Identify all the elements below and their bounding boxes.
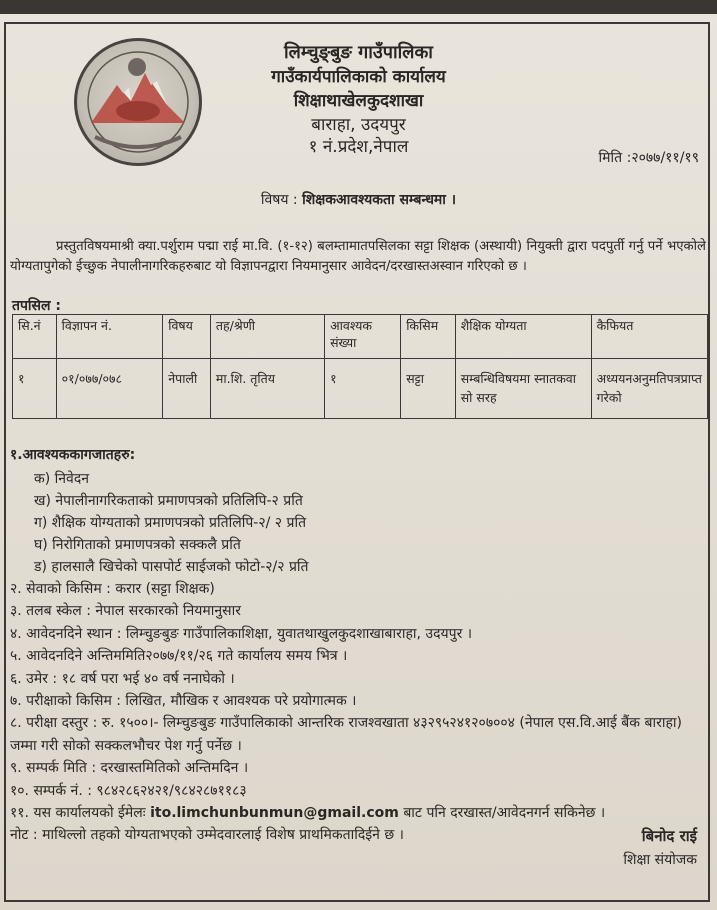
intro-paragraph: प्रस्तुतविषयमाश्री क्या.पर्शुराम पद्मा राई मा.वि. (१-१२) बलम्तामातपसिलका सट्टा शिक्षक (अस्थायी) नियुक्ती द्वारा पदपुर्ती गर्नु पर्ने भएकोले योग्यतापुगेको ईच्छुक नेपालीनागरिकहरुबाट यो विज्ञापनद्वारा नियमानुसार आवेदन/दरखास्तअस्वान गरिएको छ । — [10, 239, 706, 274]
col-qualification: शैक्षिक योग्यता — [455, 315, 591, 359]
col-required-count: आवश्यक संख्या — [325, 315, 401, 359]
list-item: ग) शैक्षिक योग्यताको प्रमाणपत्रको प्रतिलिपि-२/ २ प्रति — [34, 515, 307, 531]
note-line: नोट : माथिल्लो तहको योग्यताभएको उम्मेदवारलाई विशेष प्राथमिकतादिईने छ । — [10, 827, 404, 844]
cell-required-count: १ — [325, 359, 401, 419]
top-strip — [0, 0, 717, 14]
list-item: ४. आवेदनदिने स्थान : लिम्चुङबुङ गाउँपालिकाशिक्षा, युवातथाखुलकुदशाखाबाराहा, उदयपुर । — [10, 625, 473, 642]
office-address: बाराहा, उदयपुर — [311, 115, 406, 135]
details-label: तपसिल : — [12, 298, 61, 314]
list-item: ६. उमेर : १८ वर्ष परा भई ४० वर्ष ननाघेको । — [10, 670, 235, 687]
cell-ad-number: ०१/०७७/०७८ — [56, 359, 163, 419]
list-item: ख) नेपालीनागरिकताको प्रमाणपत्रको प्रतिलिपि-२ प्रति — [34, 493, 303, 509]
cell-serial: १ — [13, 359, 57, 419]
email-link[interactable]: ito.limchunbunmun@gmail.com — [150, 805, 399, 822]
email-suffix: बाट पनि दरखास्त/आवेदनगर्न सकिनेछ । — [403, 805, 606, 822]
list-item: ७. परीक्षाको किसिम : लिखित, मौखिक र आवश्यक परे प्रयोगात्मक । — [10, 693, 357, 710]
cell-qualification: सम्बन्धिविषयमा स्नातकवा सो सरह — [455, 359, 591, 419]
cell-remarks: अध्ययनअनुमतिपत्रप्राप्त गरेको — [591, 359, 707, 419]
cell-subject: नेपाली — [163, 359, 211, 419]
cell-type: सट्टा — [401, 359, 456, 419]
list-item: क) निवेदन — [34, 471, 90, 487]
col-serial: सि.नं — [13, 315, 57, 359]
signatory-title: शिक्षा संयोजक — [623, 852, 697, 868]
list-item: ८. परीक्षा दस्तुर : रु. १५००।- लिम्चुङबुङ गाउँपालिकाको आन्तरिक राजश्वखाता ४३२९५२४१२०७००४ (नेपाल एस.वि.आई बैंक बाराहा) जम्मा गरी सोको सक्कलभौचर पेश गर्नु पर्नेछ । — [10, 715, 682, 754]
cell-level: मा.शि. तृतिय — [210, 359, 324, 419]
notice-date: मिति :२०७७/११/१९ — [598, 150, 699, 166]
list-item: १०. सम्पर्क नं. : ९८४२८६२४२१/९८४२८७११८३ — [10, 782, 247, 799]
documents-title: १.आवश्यककागजातहरु: — [10, 447, 136, 463]
list-item: २. सेवाको किसिम : करार (सट्टा शिक्षक) — [10, 581, 215, 597]
table-header-row — [13, 315, 708, 359]
list-item: ड) हालसालै खिचेको पासपोर्ट साईजको फोटो-२/२ प्रति — [34, 559, 309, 575]
signatory-name: बिनोद राई — [641, 827, 697, 845]
subject-line — [0, 190, 717, 209]
list-item: घ) निरोगिताको प्रमाणपत्रको सक्कलै प्रति — [34, 537, 241, 553]
col-level: तह/श्रेणी — [210, 315, 324, 359]
subject-text: शिक्षकआवश्यकता सम्बन्धमा । — [302, 192, 457, 208]
office-subtitle: गाउँकार्यपालिकाको कार्यालय — [271, 67, 446, 87]
subject-label: विषय : — [260, 192, 298, 208]
email-prefix: ११. यस कार्यालयको ईमेलः — [10, 805, 146, 822]
list-item: ९. सम्पर्क मिति : दरखास्तमितिको अन्तिमदिन । — [10, 760, 249, 777]
list-item: ३. तलब स्केल : नेपाल सरकारको नियमानुसार — [10, 603, 241, 620]
table-row — [13, 359, 708, 419]
province-line: १ नं.प्रदेश,नेपाल — [308, 137, 409, 157]
col-subject: विषय — [163, 315, 211, 359]
email-line — [10, 802, 710, 824]
office-name: लिम्चुङ्बुङ गाउँपालिका — [284, 42, 433, 63]
requirements-section — [10, 444, 710, 847]
col-remarks: कैफियत — [591, 315, 707, 359]
department-name: शिक्षाथाखेलकुदशाखा — [293, 91, 424, 111]
vacancy-table — [12, 314, 708, 419]
col-ad-number: विज्ञापन नं. — [56, 315, 163, 359]
col-type: किसिम — [401, 315, 456, 359]
list-item: ५. आवेदनदिने अन्तिममिति२०७७/११/२६ गते कार्यालय समय भित्र । — [10, 648, 348, 665]
